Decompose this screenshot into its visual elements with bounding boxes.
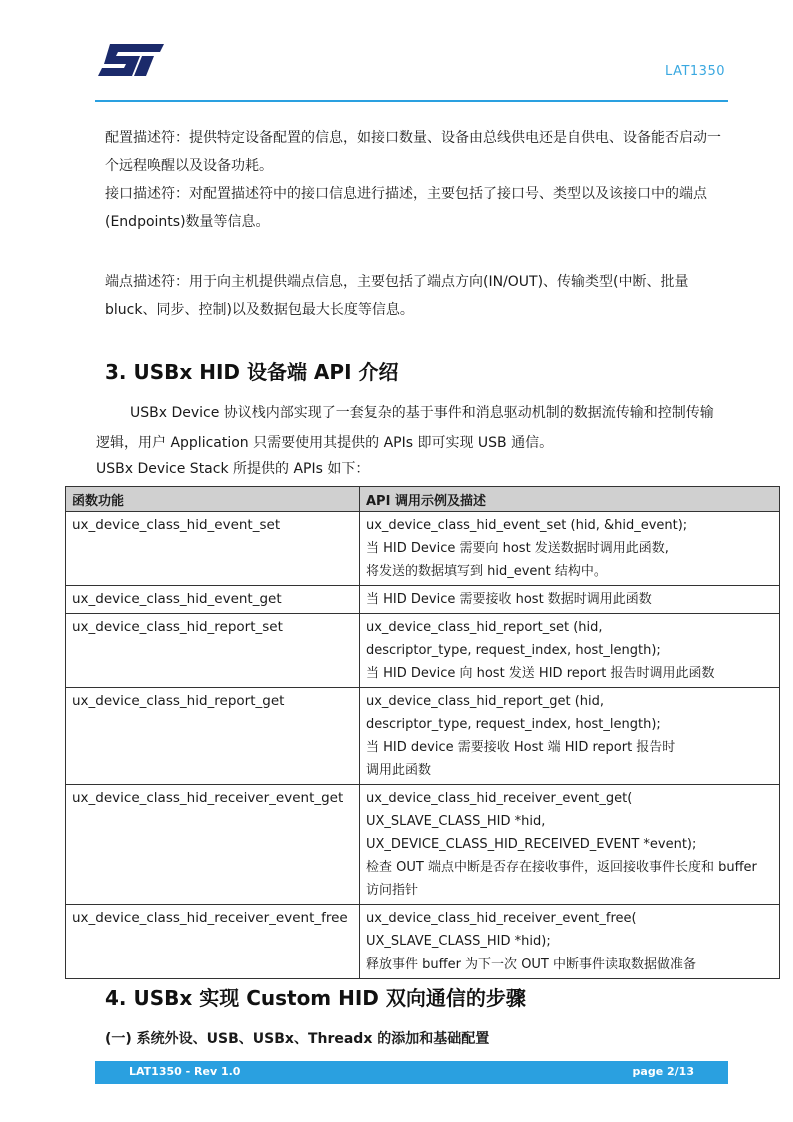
section-4-subtitle: (一) 系统外设、USB、USBx、Threadx 的添加和基础配置 [105,1031,490,1047]
footer-page-number: page 2/13 [632,1065,694,1078]
api-line: 释放事件 buffer 为下一次 OUT 中断事件读取数据做准备 [366,957,697,972]
function-name: ux_device_class_hid_report_set [66,614,360,688]
api-line: ux_device_class_hid_receiver_event_free( [366,911,637,926]
function-name: ux_device_class_hid_receiver_event_get [66,785,360,905]
api-line: UX_SLAVE_CLASS_HID *hid, [366,814,546,829]
section-4-title: 4. USBx 实现 Custom HID 双向通信的步骤 [105,986,526,1010]
api-desc [360,614,780,688]
api-desc [360,688,780,785]
api-desc [360,512,780,586]
api-line: 调用此函数 [366,763,432,778]
api-line: 当 HID device 需要接收 Host 端 HID report 报告时 [366,740,676,755]
function-name: ux_device_class_hid_report_get [66,688,360,785]
api-desc [360,785,780,905]
api-table [65,486,780,979]
api-line: ux_device_class_hid_report_set (hid, [366,620,603,635]
table-header-row [66,487,780,512]
api-line: 当 HID Device 向 host 发送 HID report 报告时调用此函数 [366,666,715,681]
table-row [66,905,780,979]
config-descriptor-paragraph: 配置描述符：提供特定设备配置的信息，如接口数量、设备由总线供电还是自供电、设备能否启动一个远程唤醒以及设备功耗。 [105,130,721,174]
st-logo [96,42,166,78]
api-line: ux_device_class_hid_report_get (hid, [366,694,604,709]
api-line: 当 HID Device 需要向 host 发送数据时调用此函数, [366,541,669,556]
api-line: 访问指针 [366,883,419,898]
table-row [66,586,780,614]
api-line: 检查 OUT 端点中断是否存在接收事件，返回接收事件长度和 buffer [366,860,757,875]
header-function: 函数功能 [66,487,360,512]
table-row [66,512,780,586]
api-line: 当 HID Device 需要接收 host 数据时调用此函数 [366,592,652,607]
api-desc [360,905,780,979]
api-line: UX_DEVICE_CLASS_HID_RECEIVED_EVENT *event); [366,837,697,852]
function-name: ux_device_class_hid_event_get [66,586,360,614]
section-3-intro-2: USBx Device Stack 所提供的 APIs 如下： [96,461,370,477]
api-line: 将发送的数据填写到 hid_event 结构中。 [366,564,607,579]
api-desc [360,586,780,614]
function-name: ux_device_class_hid_receiver_event_free [66,905,360,979]
footer-doc-rev: LAT1350 - Rev 1.0 [129,1065,241,1078]
header-rule [95,100,728,102]
function-name: ux_device_class_hid_event_set [66,512,360,586]
table-row [66,688,780,785]
api-line: descriptor_type, request_index, host_length); [366,717,661,732]
api-line: ux_device_class_hid_event_set (hid, &hid_event); [366,518,688,533]
table-row [66,785,780,905]
api-line: ux_device_class_hid_receiver_event_get( [366,791,633,806]
doc-id: LAT1350 [665,64,725,79]
interface-descriptor-paragraph: 接口描述符：对配置描述符中的接口信息进行描述，主要包括了接口号、类型以及该接口中的端点(Endpoints)数量等信息。 [105,186,707,230]
api-line: UX_SLAVE_CLASS_HID *hid); [366,934,551,949]
table-row [66,614,780,688]
header-api: API 调用示例及描述 [360,487,780,512]
endpoint-descriptor-paragraph: 端点描述符：用于向主机提供端点信息，主要包括了端点方向(IN/OUT)、传输类型(中断、批量bluck、同步、控制)以及数据包最大长度等信息。 [105,274,689,318]
api-line: descriptor_type, request_index, host_length); [366,643,661,658]
section-3-title: 3. USBx HID 设备端 API 介绍 [105,360,399,384]
section-3-intro: USBx Device 协议栈内部实现了一套复杂的基于事件和消息驱动机制的数据流传输和控制传输逻辑，用户 Application 只需要使用其提供的 APIs 即可实现 USB 通信。 [96,405,714,451]
footer-bar [95,1061,728,1084]
